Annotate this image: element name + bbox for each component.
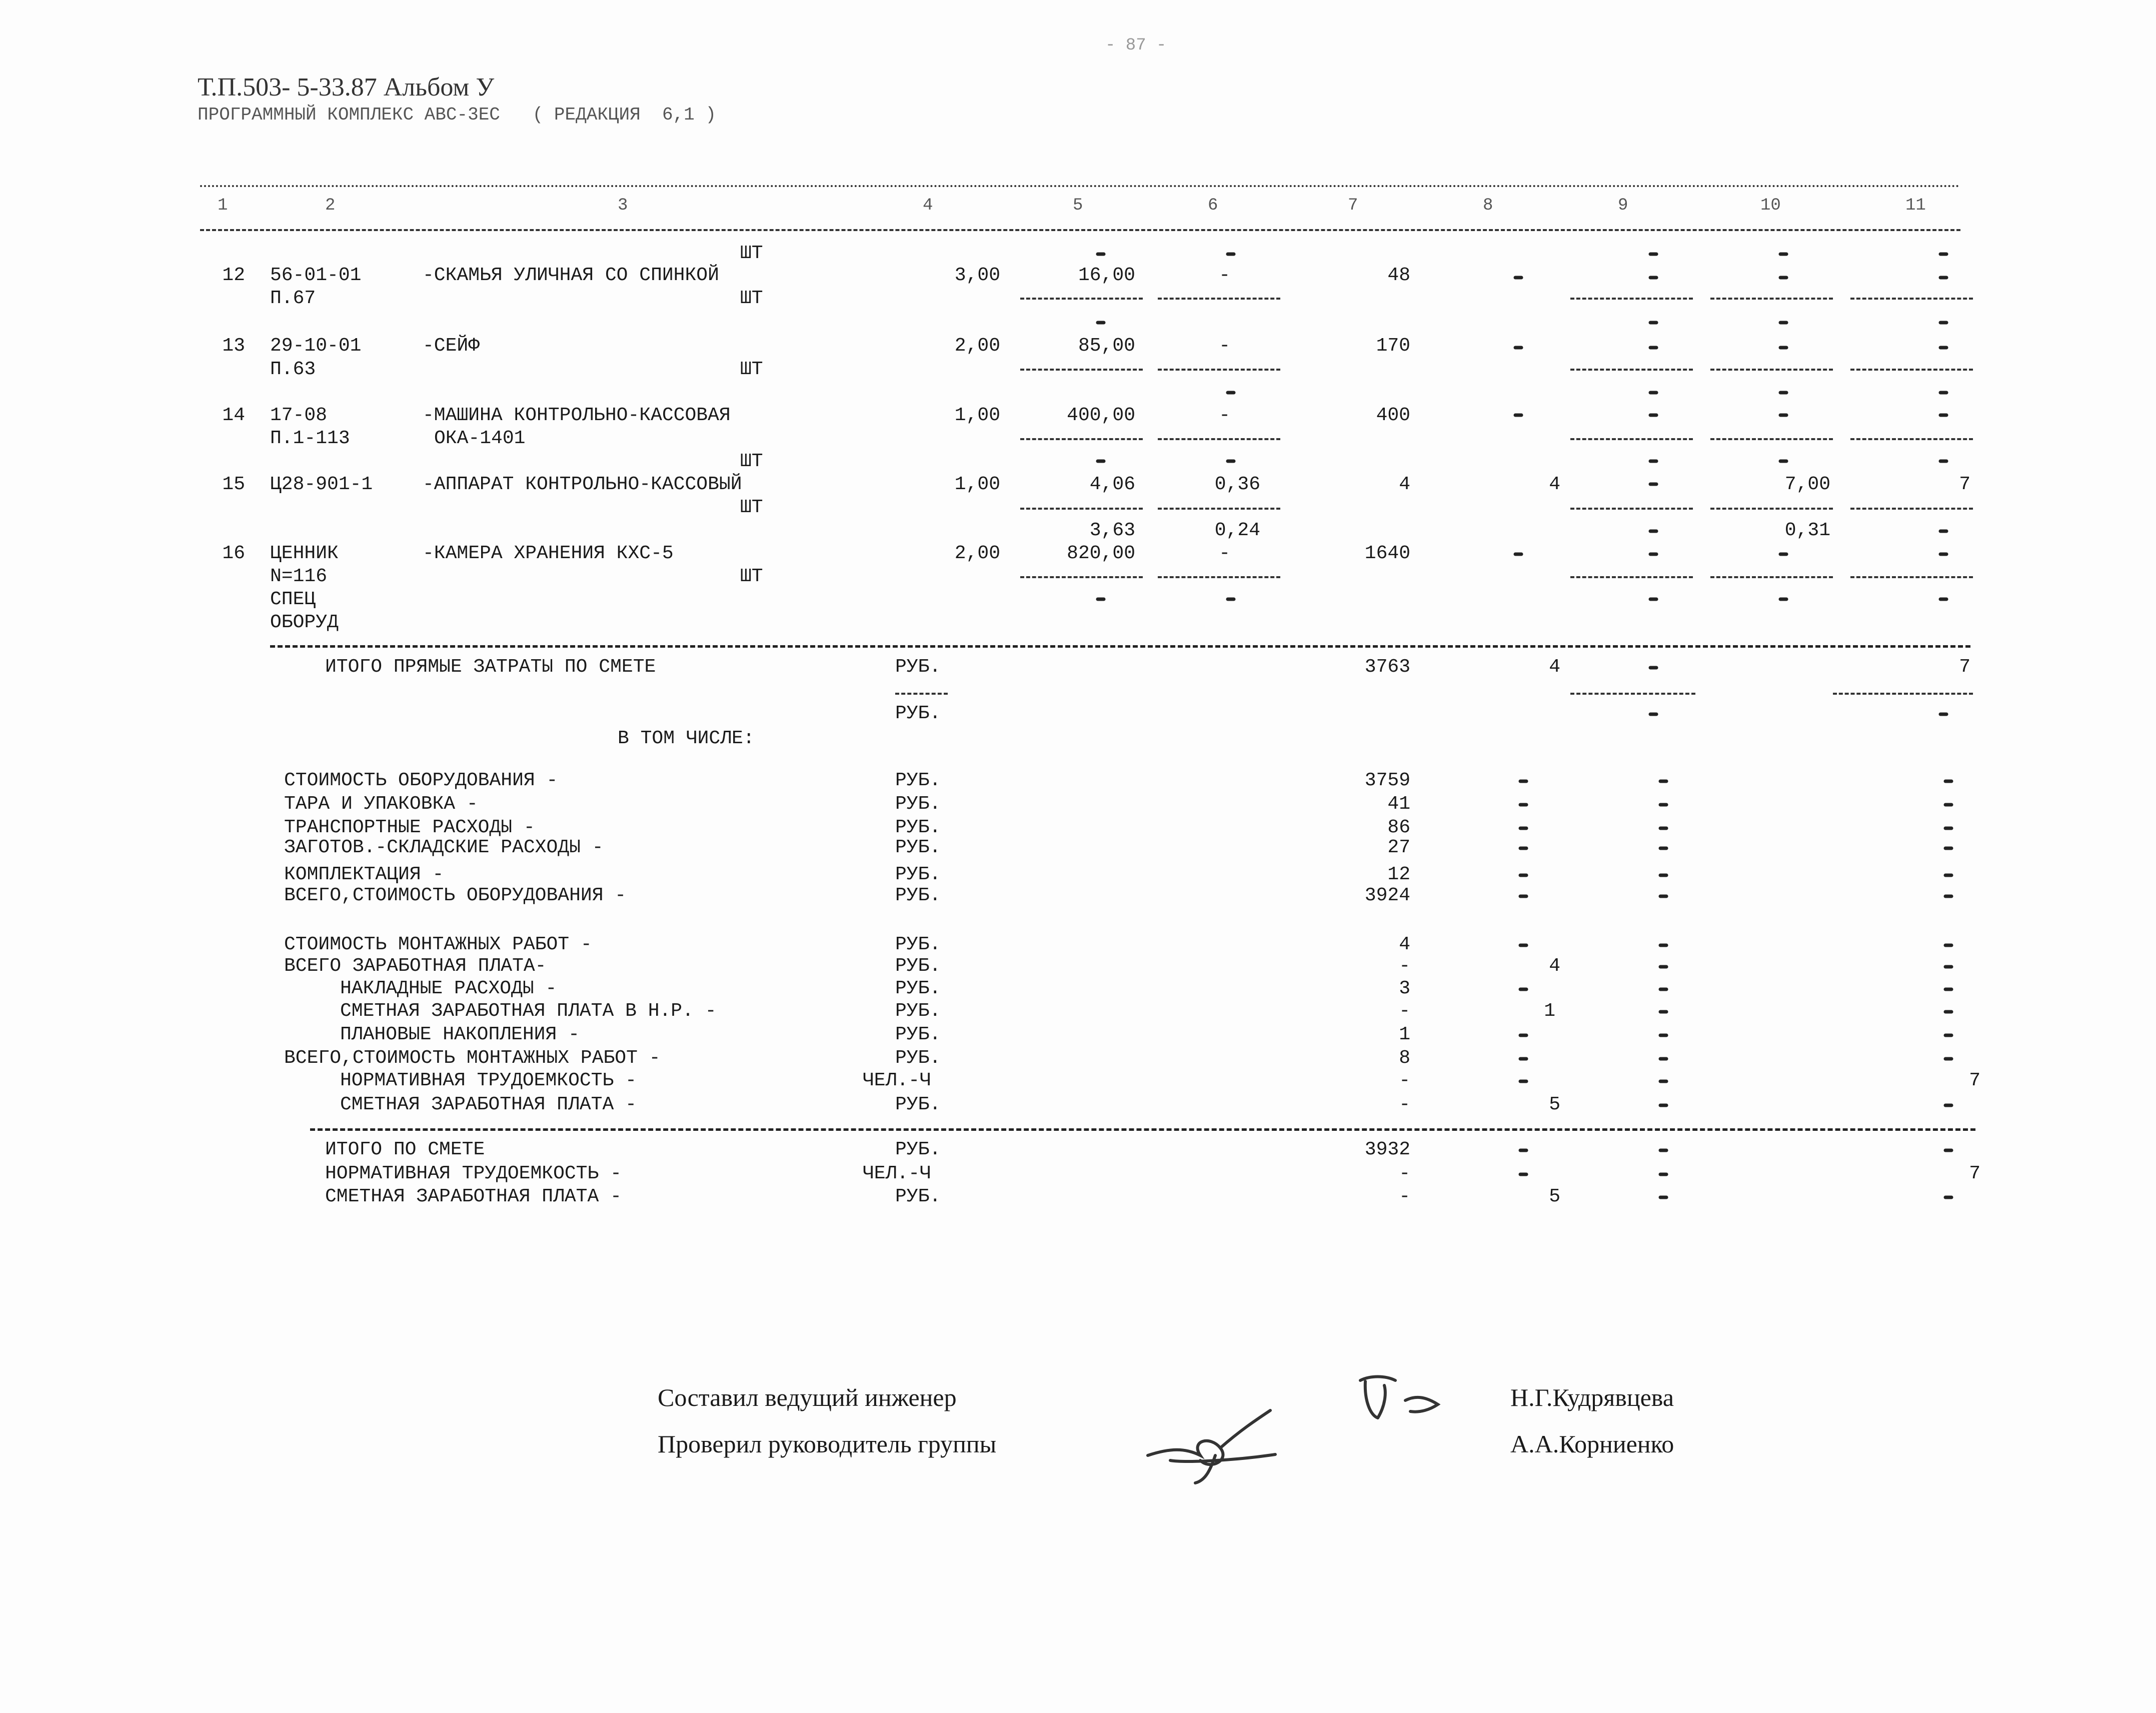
unit: РУБ. — [895, 703, 941, 724]
montage-wage: 1 — [1544, 1000, 1555, 1022]
col-num: 1 — [218, 196, 228, 215]
breakdown-value: 41 — [1387, 793, 1410, 815]
unit: РУБ. — [895, 978, 941, 999]
unit-wage: - — [1219, 543, 1230, 564]
breakdown-label: КОМПЛЕКТАЦИЯ - — [284, 864, 444, 885]
col-num: 8 — [1483, 196, 1493, 215]
unit-price: 820,00 — [1067, 543, 1135, 564]
montage-label: ВСЕГО ЗАРАБОТНАЯ ПЛАТА- — [284, 955, 547, 977]
montage-value: - — [1399, 1070, 1410, 1091]
montage-wage: 4 — [1549, 955, 1560, 977]
total-labor: 7 — [1959, 656, 1970, 678]
unit: РУБ. — [895, 656, 941, 678]
montage-value: 4 — [1399, 934, 1410, 955]
unit-wage: 0,36 — [1214, 474, 1260, 495]
item-name: -МАШИНА КОНТРОЛЬНО-КАССОВАЯ — [423, 405, 731, 426]
final-value: - — [1399, 1186, 1410, 1207]
unit: ШТ — [740, 243, 763, 264]
norm-code-4: ОБОРУД — [270, 612, 339, 633]
montage-label: ВСЕГО,СТОИМОСТЬ МОНТАЖНЫХ РАБОТ - — [284, 1047, 661, 1069]
final-value: 3932 — [1364, 1139, 1410, 1160]
item-name: -КАМЕРА ХРАНЕНИЯ КХС-5 — [423, 543, 674, 564]
unit: ШТ — [740, 359, 763, 380]
norm-page: П.67 — [270, 288, 316, 309]
norm-code: 56-01-01 — [270, 265, 362, 286]
montage-label: СТОИМОСТЬ МОНТАЖНЫХ РАБОТ - — [284, 934, 592, 955]
norm-code: ЦЕННИК — [270, 543, 339, 564]
final-label: НОРМАТИВНАЯ ТРУДОЕМКОСТЬ - — [325, 1163, 622, 1184]
quantity: 1,00 — [954, 474, 1000, 495]
final-wage: 5 — [1549, 1186, 1560, 1207]
unit-wage: - — [1219, 335, 1230, 357]
document-code: Т.П.503- 5-33.87 Альбом У — [198, 73, 495, 102]
unit: ШТ — [740, 451, 763, 472]
total-cost: 400 — [1376, 405, 1410, 426]
row-number: 13 — [222, 335, 245, 357]
unit: РУБ. — [895, 934, 941, 955]
montage-label: НОРМАТИВНАЯ ТРУДОЕМКОСТЬ - — [340, 1070, 637, 1091]
total-cost: 170 — [1376, 335, 1410, 357]
breakdown-label: ТАРА И УПАКОВКА - — [284, 793, 478, 815]
unit-price: 400,00 — [1067, 405, 1135, 426]
row-number: 12 — [222, 265, 245, 286]
handwritten-signature-1 — [1350, 1365, 1460, 1430]
final-value: - — [1399, 1163, 1410, 1184]
norm-code: 29-10-01 — [270, 335, 362, 357]
row-number: 15 — [222, 474, 245, 495]
montage-value: 1 — [1399, 1024, 1410, 1045]
montage-value: - — [1399, 955, 1410, 977]
final-labor: 7 — [1969, 1163, 1980, 1184]
unit-wage: - — [1219, 405, 1230, 426]
final-label: ИТОГО ПО СМЕТЕ — [325, 1139, 485, 1160]
sub-labor: 0,31 — [1784, 520, 1830, 541]
unit-labor: 7,00 — [1784, 474, 1830, 495]
quantity: 1,00 — [954, 405, 1000, 426]
unit: РУБ. — [895, 837, 941, 858]
final-label: СМЕТНАЯ ЗАРАБОТНАЯ ПЛАТА - — [325, 1186, 622, 1207]
montage-label: СМЕТНАЯ ЗАРАБОТНАЯ ПЛАТА - — [340, 1094, 637, 1115]
unit: РУБ. — [895, 1047, 941, 1069]
col-num: 9 — [1618, 196, 1628, 215]
montage-label: НАКЛАДНЫЕ РАСХОДЫ - — [340, 978, 557, 999]
col-num: 4 — [923, 196, 933, 215]
breakdown-label: ТРАНСПОРТНЫЕ РАСХОДЫ - — [284, 817, 535, 838]
breakdown-label: ЗАГОТОВ.-СКЛАДСКИЕ РАСХОДЫ - — [284, 837, 604, 858]
unit: ШТ — [740, 497, 763, 518]
row-number: 14 — [222, 405, 245, 426]
quantity: 2,00 — [954, 543, 1000, 564]
unit: РУБ. — [895, 770, 941, 791]
breakdown-value: 12 — [1387, 864, 1410, 885]
unit-price: 4,06 — [1089, 474, 1135, 495]
total-cost: 3763 — [1364, 656, 1410, 678]
unit: ШТ — [740, 288, 763, 309]
item-name-cont: ОКА-1401 — [434, 428, 526, 449]
unit-price: 85,00 — [1078, 335, 1135, 357]
total-cost: 1640 — [1364, 543, 1410, 564]
col-num: 3 — [618, 196, 628, 215]
unit-wage: - — [1219, 265, 1230, 286]
montage-label: СМЕТНАЯ ЗАРАБОТНАЯ ПЛАТА В Н.Р. - — [340, 1000, 717, 1022]
col-num: 11 — [1905, 196, 1926, 215]
norm-code-3: СПЕЦ — [270, 589, 316, 610]
montage-labor: 7 — [1969, 1070, 1980, 1091]
unit: ШТ — [740, 566, 763, 587]
norm-page: П.1-113 — [270, 428, 350, 449]
col-num: 7 — [1348, 196, 1358, 215]
col-num: 5 — [1073, 196, 1083, 215]
handwritten-signature-2 — [1140, 1400, 1290, 1485]
unit: РУБ. — [895, 1186, 941, 1207]
total-wage: 4 — [1549, 474, 1560, 495]
breakdown-value: 27 — [1387, 837, 1410, 858]
total-cost: 4 — [1399, 474, 1410, 495]
breakdown-value: 86 — [1387, 817, 1410, 838]
row-number: 16 — [222, 543, 245, 564]
montage-value: - — [1399, 1094, 1410, 1115]
unit: РУБ. — [895, 955, 941, 977]
breakdown-label: ВСЕГО,СТОИМОСТЬ ОБОРУДОВАНИЯ - — [284, 885, 627, 906]
page-number: - 87 - — [1105, 36, 1167, 55]
quantity: 3,00 — [954, 265, 1000, 286]
col-num: 6 — [1208, 196, 1218, 215]
unit: РУБ. — [895, 1000, 941, 1022]
montage-value: - — [1399, 1000, 1410, 1022]
quantity: 2,00 — [954, 335, 1000, 357]
norm-code: 17-08 — [270, 405, 328, 426]
sub-price: 3,63 — [1089, 520, 1135, 541]
composed-name: Н.Г.Кудрявцева — [1510, 1383, 1674, 1411]
montage-label: ПЛАНОВЫЕ НАКОПЛЕНИЯ - — [340, 1024, 580, 1045]
checked-label: Проверил руководитель группы — [658, 1430, 997, 1458]
total-labor: 7 — [1959, 474, 1970, 495]
unit: РУБ. — [895, 1094, 941, 1115]
col-num: 10 — [1760, 196, 1781, 215]
unit: ЧЕЛ.-Ч — [863, 1163, 931, 1184]
composed-label: Составил ведущий инженер — [658, 1383, 957, 1411]
unit: РУБ. — [895, 1024, 941, 1045]
montage-value: 8 — [1399, 1047, 1410, 1069]
unit: РУБ. — [895, 885, 941, 906]
item-name: -СКАМЬЯ УЛИЧНАЯ СО СПИНКОЙ — [423, 265, 719, 286]
unit: ЧЕЛ.-Ч — [863, 1070, 931, 1091]
unit: РУБ. — [895, 864, 941, 885]
breakdown-value: 3924 — [1364, 885, 1410, 906]
total-wage: 4 — [1549, 656, 1560, 678]
unit: РУБ. — [895, 793, 941, 815]
item-name: -АППАРАТ КОНТРОЛЬНО-КАССОВЫЙ — [423, 474, 742, 495]
breakdown-value: 3759 — [1364, 770, 1410, 791]
breakdown-label: СТОИМОСТЬ ОБОРУДОВАНИЯ - — [284, 770, 558, 791]
norm-page: N=116 — [270, 566, 328, 587]
including-label: В ТОМ ЧИСЛЕ: — [618, 728, 755, 749]
col-num: 2 — [325, 196, 336, 215]
unit: РУБ. — [895, 1139, 941, 1160]
sub-wage: 0,24 — [1214, 520, 1260, 541]
program-line: ПРОГРАММНЫЙ КОМПЛЕКС АВС-3ЕС ( РЕДАКЦИЯ 6,1 ) — [198, 105, 716, 125]
item-name: -СЕЙФ — [423, 335, 480, 357]
norm-code: Ц28-901-1 — [270, 474, 373, 495]
norm-page: П.63 — [270, 359, 316, 380]
unit: РУБ. — [895, 817, 941, 838]
total-cost: 48 — [1387, 265, 1410, 286]
direct-costs-label: ИТОГО ПРЯМЫЕ ЗАТРАТЫ ПО СМЕТЕ — [325, 656, 656, 678]
checked-name: А.А.Корниенко — [1510, 1430, 1674, 1458]
montage-wage: 5 — [1549, 1094, 1560, 1115]
montage-value: 3 — [1399, 978, 1410, 999]
unit-price: 16,00 — [1078, 265, 1135, 286]
